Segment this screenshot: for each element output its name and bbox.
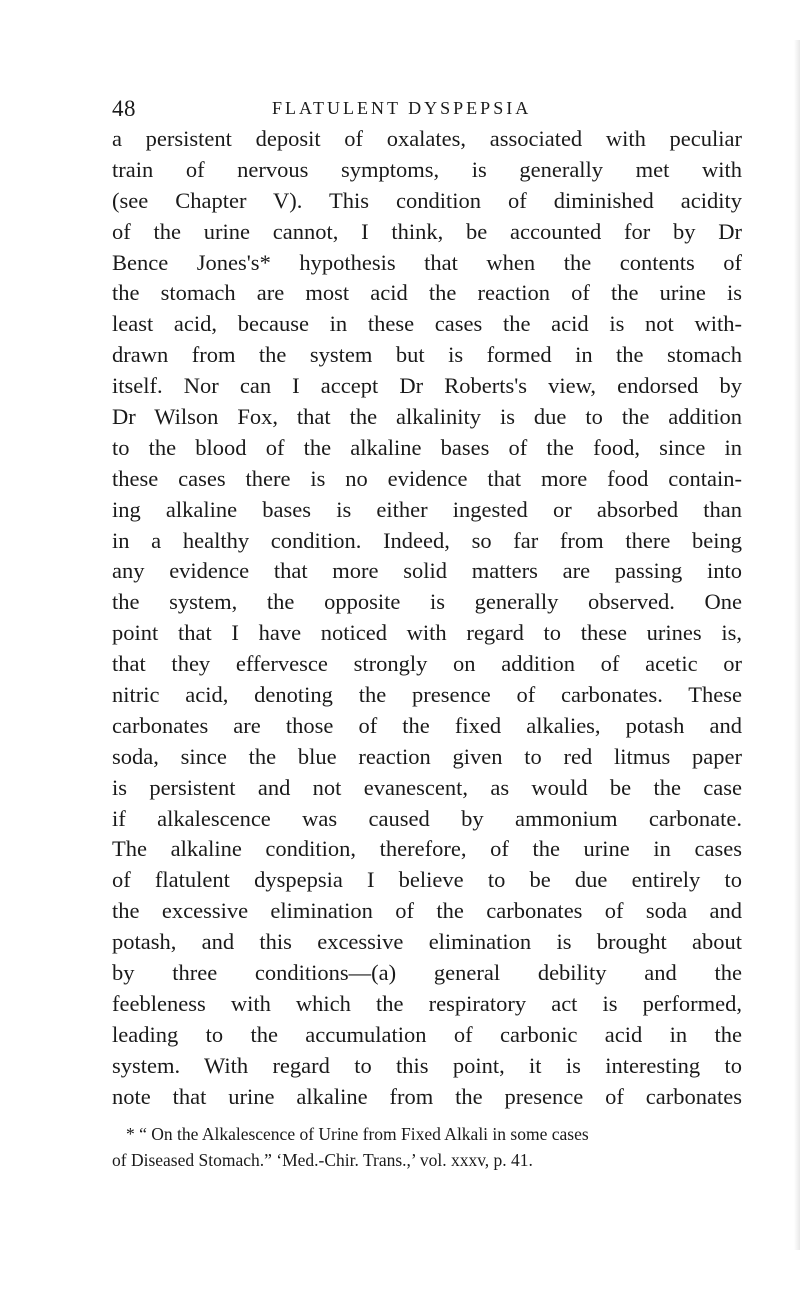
text-line: Dr Wilson Fox, that the alkalinity is due to the addition bbox=[112, 404, 742, 430]
text-line: nitric acid, denoting the presence of carbonates. These bbox=[112, 682, 742, 708]
text-line: The alkaline condition, therefore, of the urine in cases bbox=[112, 836, 742, 862]
text-line: ing alkaline bases is either ingested or absorbed than bbox=[112, 496, 742, 522]
text-line: least acid, because in these cases the acid is not with- bbox=[112, 311, 742, 337]
page-number: 48 bbox=[112, 96, 136, 121]
body-text bbox=[112, 124, 742, 1113]
running-title: FLATULENT DYSPEPSIA bbox=[272, 98, 532, 118]
text-line: leading to the accumulation of carbonic acid in the bbox=[112, 1021, 742, 1047]
text-line: system. With regard to this point, it is interesting to bbox=[112, 1052, 742, 1078]
text-line: carbonates are those of the fixed alkalies, potash and bbox=[112, 712, 742, 738]
text-line: feebleness with which the respiratory act is performed, bbox=[112, 990, 742, 1016]
text-line: note that urine alkaline from the presence of carbonates bbox=[112, 1083, 742, 1109]
running-head bbox=[112, 96, 732, 126]
text-line: train of nervous symptoms, is generally met with bbox=[112, 156, 742, 182]
text-line: by three conditions—(a) general debility and the bbox=[112, 960, 742, 986]
text-line: itself. Nor can I accept Dr Roberts's view, endorsed by bbox=[112, 373, 742, 399]
text-line: these cases there is no evidence that more food contain- bbox=[112, 465, 742, 491]
page-edge-shadow bbox=[794, 40, 800, 1250]
text-line: (see Chapter V). This condition of diminished acidity bbox=[112, 187, 742, 213]
text-line: Bence Jones's* hypothesis that when the contents of bbox=[112, 249, 742, 275]
text-line: of flatulent dyspepsia I believe to be due entirely to bbox=[112, 867, 742, 893]
text-line: any evidence that more solid matters are passing into bbox=[112, 558, 742, 584]
footnote bbox=[112, 1121, 742, 1173]
text-line: is persistent and not evanescent, as would be the case bbox=[112, 774, 742, 800]
text-line: point that I have noticed with regard to these urines is, bbox=[112, 620, 742, 646]
text-line: of the urine cannot, I think, be accounted for by Dr bbox=[112, 218, 742, 244]
text-line: that they effervesce strongly on addition of acetic or bbox=[112, 651, 742, 677]
text-line: if alkalescence was caused by ammonium carbonate. bbox=[112, 805, 742, 831]
text-line: potash, and this excessive elimination is brought about bbox=[112, 929, 742, 955]
text-line: drawn from the system but is formed in the stomach bbox=[112, 342, 742, 368]
text-line: the stomach are most acid the reaction of the urine is bbox=[112, 280, 742, 306]
text-line: to the blood of the alkaline bases of the food, since in bbox=[112, 434, 742, 460]
text-line: the excessive elimination of the carbonates of soda and bbox=[112, 898, 742, 924]
text-line: a persistent deposit of oxalates, associated with peculiar bbox=[112, 126, 742, 151]
text-line: in a healthy condition. Indeed, so far from there being bbox=[112, 527, 742, 553]
footnote-line: * “ On the Alkalescence of Urine from Fixed Alkali in some cases bbox=[126, 1124, 589, 1144]
text-line: the system, the opposite is generally observed. One bbox=[112, 589, 742, 615]
footnote-line: of Diseased Stomach.” ‘Med.-Chir. Trans.,’ vol. xxxv, p. 41. bbox=[112, 1150, 533, 1170]
text-line: soda, since the blue reaction given to red litmus paper bbox=[112, 743, 742, 769]
